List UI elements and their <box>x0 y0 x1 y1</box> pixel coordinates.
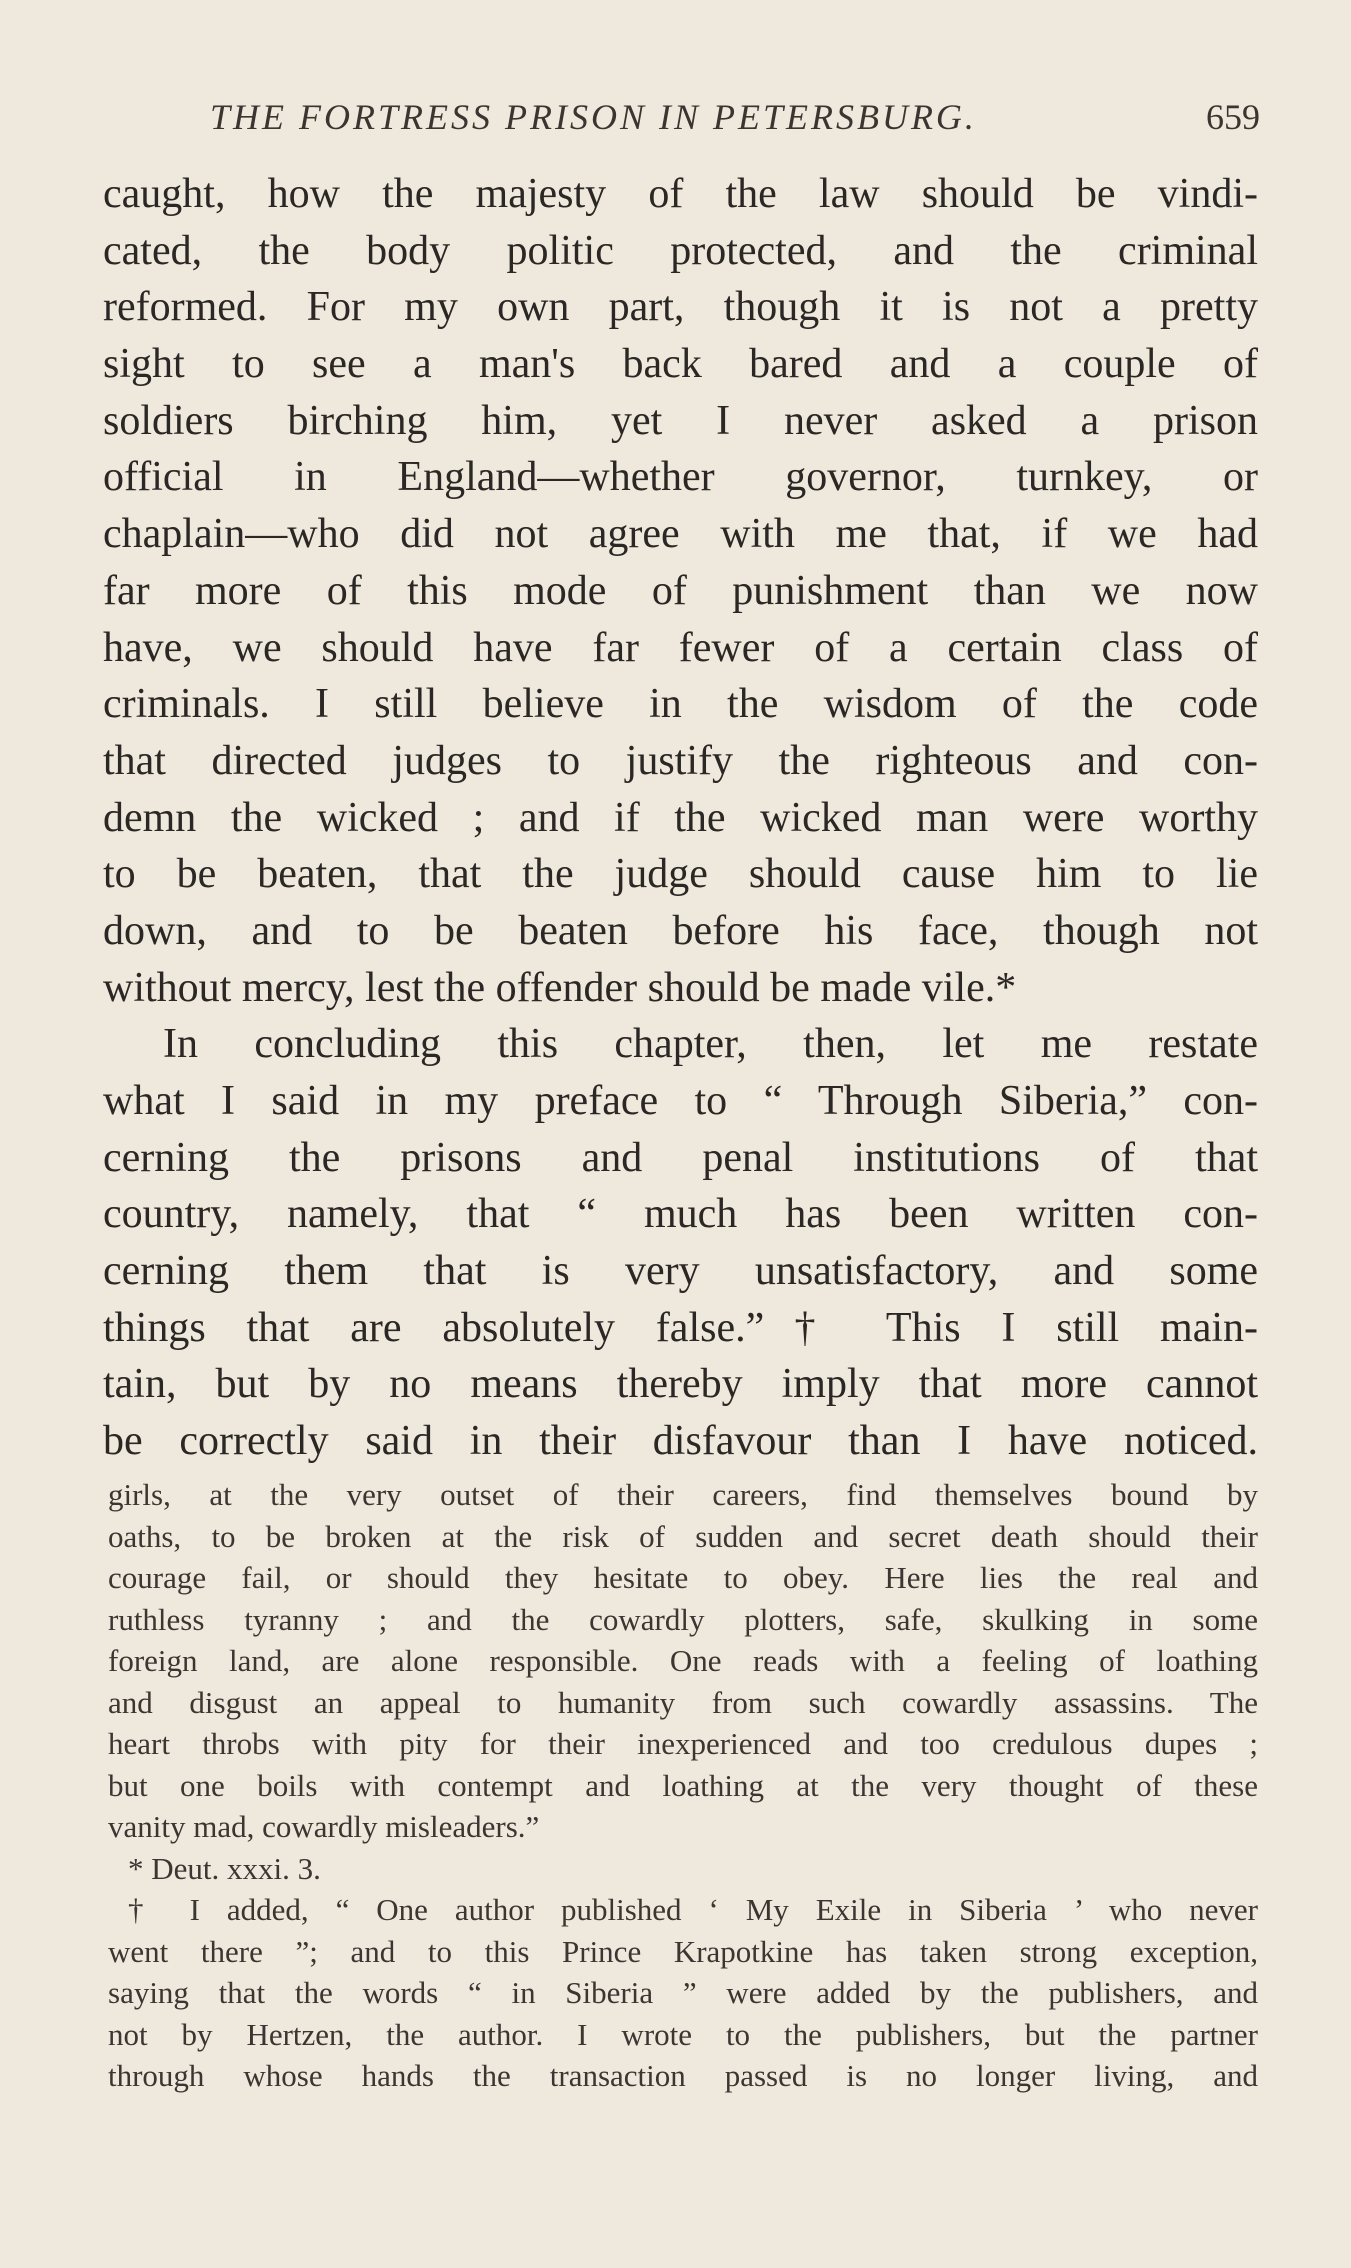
footnote-line: courage fail, or should they hesitate to obey. Here lies the real and <box>108 1560 1258 1595</box>
text-line: chaplain—who did not agree with me that, if we had <box>103 511 1258 558</box>
text-line: In concluding this chapter, then, let me restate <box>163 1021 1258 1068</box>
text-line: country, namely, that “ much has been written con- <box>103 1191 1258 1238</box>
footnote-line: not by Hertzen, the author. I wrote to the publishers, but the partner <box>108 2016 1258 2052</box>
paragraph-2 <box>103 1016 1258 1470</box>
running-title: THE FORTRESS PRISON IN PETERSBURG. <box>210 97 977 137</box>
text-line: far more of this mode of punishment than we now <box>103 567 1258 614</box>
footnote-asterisk: * Deut. xxxi. 3. <box>128 1850 321 1886</box>
text-line: official in England—whether governor, turnkey, or <box>103 454 1258 501</box>
footnote-line: heart throbs with pity for their inexperienced and too credulous dupes ; <box>108 1726 1258 1761</box>
text-line: cerning them that is very unsatisfactory, and some <box>103 1248 1258 1295</box>
text-line: demn the wicked ; and if the wicked man were worthy <box>103 794 1258 841</box>
footnote-line: oaths, to be broken at the risk of sudden and secret death should their <box>108 1518 1258 1554</box>
footnote-line: but one boils with contempt and loathing at the very thought of these <box>108 1767 1258 1803</box>
text-line: tain, but by no means thereby imply that more cannot <box>103 1361 1258 1408</box>
footnote-line: vanity mad, cowardly misleaders.” <box>108 1809 540 1844</box>
text-line: cerning the prisons and penal institutions of that <box>103 1134 1258 1181</box>
text-line: that directed judges to justify the righteous and con- <box>103 737 1258 784</box>
text-line: be correctly said in their disfavour than I have noticed. <box>103 1418 1258 1465</box>
footnote-line: saying that the words “ in Siberia ” were added by the publishers, and <box>108 1975 1258 2010</box>
footnote-line: foreign land, are alone responsible. One reads with a feeling of loathing <box>108 1643 1258 1678</box>
footnote-line: ruthless tyranny ; and the cowardly plotters, safe, skulking in some <box>108 1601 1258 1637</box>
text-line: caught, how the majesty of the law should be vindi- <box>103 171 1258 217</box>
text-line: to be beaten, that the judge should cause him to lie <box>103 851 1258 898</box>
text-line: things that are absolutely false.”† This I still main- <box>103 1304 1258 1351</box>
text-line: down, and to be beaten before his face, though not <box>103 907 1258 954</box>
text-line: what I said in my preface to “ Through Siberia,” con- <box>103 1078 1258 1124</box>
running-head <box>210 96 1260 146</box>
page-number: 659 <box>1206 97 1260 137</box>
footnote-dagger <box>108 1889 1258 2097</box>
paragraph-1 <box>103 166 1258 1016</box>
footnote-line: † I added, “ One author published ‘ My Exile in Siberia ’ who never <box>128 1892 1258 1927</box>
main-text <box>103 166 1258 1470</box>
continued-footnote <box>108 1474 1258 1848</box>
footnote-line: through whose hands the transaction passed is no longer living, and <box>108 2058 1258 2093</box>
footnote-line: went there ”; and to this Prince Krapotkine has taken strong exception, <box>108 1933 1258 1969</box>
text-line: have, we should have far fewer of a certain class of <box>103 624 1258 671</box>
text-line: criminals. I still believe in the wisdom of the code <box>103 681 1258 728</box>
text-line: sight to see a man's back bared and a couple of <box>103 341 1258 388</box>
text-line: without mercy, lest the offender should be made vile.* <box>103 964 1017 1011</box>
footnotes <box>108 1474 1258 2097</box>
text-line: reformed. For my own part, though it is not a pretty <box>103 284 1258 331</box>
footnote-line: girls, at the very outset of their careers, find themselves bound by <box>108 1477 1258 1512</box>
text-line: soldiers birching him, yet I never asked a prison <box>103 397 1258 444</box>
footnote-line: and disgust an appeal to humanity from such cowardly assassins. The <box>108 1684 1258 1720</box>
text-line: cated, the body politic protected, and the criminal <box>103 227 1258 274</box>
